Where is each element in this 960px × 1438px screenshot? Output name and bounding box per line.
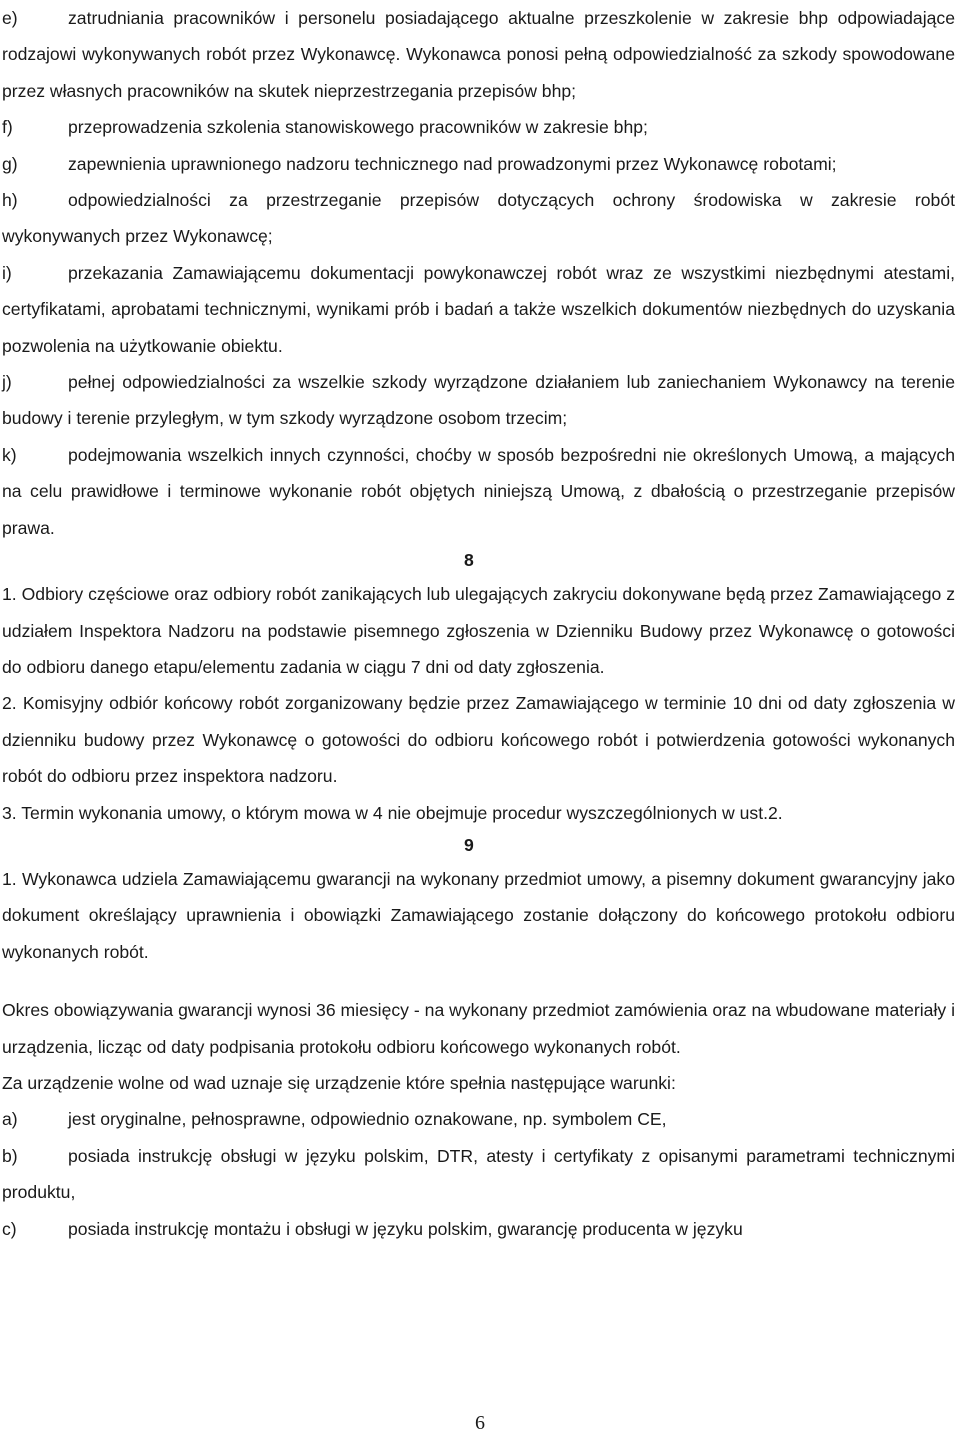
list-text: przekazania Zamawiającemu dokumentacji powykonawczej robót wraz ze wszystkimi niezbędnymi atestami, certyfikatami, aprobatami technicznymi, wynikami prób i badań a także wszelkich dokumentów niezbędnych do uzyskania pozwolenia na użytkowanie obiektu. (2, 262, 955, 356)
section9-paragraph-3: Za urządzenie wolne od wad uznaje się urządzenie które spełnia następujące warunki: (2, 1072, 676, 1093)
list-label: b) (2, 1145, 18, 1166)
list-item-e (2, 0, 955, 109)
section9-paragraph-2: Okres obowiązywania gwarancji wynosi 36 miesięcy - na wykonany przedmiot zamówienia oraz na wbudowane materiały i urządzenia, licząc od daty podpisania protokołu odbioru końcowego wykonanych robót. (2, 1000, 955, 1057)
list-text: podejmowania wszelkich innych czynności, choćby w sposób bezpośredni nie określonych Umową, a mających na celu prawidłowe i terminowe wykonanie robót objętych niniejszą Umową, z dbałością o przestrzeganie przepisów prawa. (2, 444, 955, 538)
list-text: przeprowadzenia szkolenia stanowiskowego pracowników w zakresie bhp; (68, 117, 648, 138)
list-item-g (2, 146, 955, 182)
list-item-i (2, 255, 955, 364)
list-label: c) (2, 1218, 17, 1239)
list-text: zatrudniania pracowników i personelu posiadającego aktualne przeszkolenie w zakresie bhp odpowiadające rodzajowi wykonywanych robót przez Wykonawcę. Wykonawca ponosi pełną odpowiedzialność za szkody spowodowane przez własnych pracowników na skutek nieprzestrzegania przepisów bhp; (2, 8, 955, 101)
condition-item-c (2, 1211, 955, 1247)
section-number: 8 (464, 550, 474, 571)
list-item-j (2, 364, 955, 437)
section8-paragraph-3: 3. Termin wykonania umowy, o którym mowa w 4 nie obejmuje procedur wyszczególnionych w ust.2. (2, 802, 783, 823)
section-heading-9 (2, 831, 955, 861)
document-page (2, 0, 955, 1247)
list-label: f) (2, 117, 13, 138)
list-label: a) (2, 1109, 18, 1130)
list-label: j) (2, 372, 12, 393)
section9-paragraph-1: 1. Wykonawca udziela Zamawiającemu gwarancji na wykonany przedmiot umowy, a pisemny dokument gwarancyjny jako dokument określający uprawnienia i obowiązki Zamawiającego zostanie dołączony do końcowego protokołu odbioru wykonanych robót. (2, 868, 955, 962)
list-label: e) (2, 8, 18, 28)
list-text: jest oryginalne, pełnosprawne, odpowiednio oznakowane, np. symbolem CE, (68, 1109, 667, 1130)
section-number: 9 (464, 834, 474, 855)
condition-item-a (2, 1101, 955, 1137)
list-label: i) (2, 262, 12, 283)
condition-item-b (2, 1138, 955, 1211)
list-label: g) (2, 153, 18, 174)
section-heading-8 (2, 546, 955, 576)
list-text: zapewnienia uprawnionego nadzoru technicznego nad prowadzonymi przez Wykonawcę robotami; (68, 153, 837, 174)
list-label: k) (2, 444, 17, 465)
list-text: posiada instrukcję montażu i obsługi w języku polskim, gwarancję producenta w języku (68, 1218, 743, 1239)
list-item-h (2, 182, 955, 255)
list-text: pełnej odpowiedzialności za wszelkie szkody wyrządzone działaniem lub zaniechaniem Wykonawcy na terenie budowy i terenie przyległym, w tym szkody wyrządzone osobom trzecim; (2, 372, 955, 429)
section8-paragraph-1: 1. Odbiory częściowe oraz odbiory robót zanikających lub ulegających zakryciu dokonywane będą przez Zamawiającego z udziałem Inspektora Nadzoru na podstawie pisemnego zgłoszenia w Dzienniku Budowy przez Wykonawcę o gotowości do odbioru danego etapu/elementu zadania w ciągu 7 dni od daty zgłoszenia. (2, 584, 955, 677)
list-item-f (2, 109, 955, 145)
paragraph-gap (2, 970, 955, 992)
list-label: h) (2, 190, 18, 211)
list-item-k (2, 437, 955, 546)
section8-paragraph-2: 2. Komisyjny odbiór końcowy robót zorganizowany będzie przez Zamawiającego w terminie 10 dni od daty zgłoszenia w dzienniku budowy przez Wykonawcę o gotowości do odbioru końcowego robót i potwierdzenia gotowości wykonanych robót do odbioru przez inspektora nadzoru. (2, 693, 955, 787)
list-text: posiada instrukcję obsługi w języku polskim, DTR, atesty i certyfikaty z opisanymi parametrami technicznymi produktu, (2, 1145, 955, 1203)
page-number: 6 (475, 1412, 485, 1434)
list-text: odpowiedzialności za przestrzeganie przepisów dotyczących ochrony środowiska w zakresie robót wykonywanych przez Wykonawcę; (2, 190, 955, 247)
